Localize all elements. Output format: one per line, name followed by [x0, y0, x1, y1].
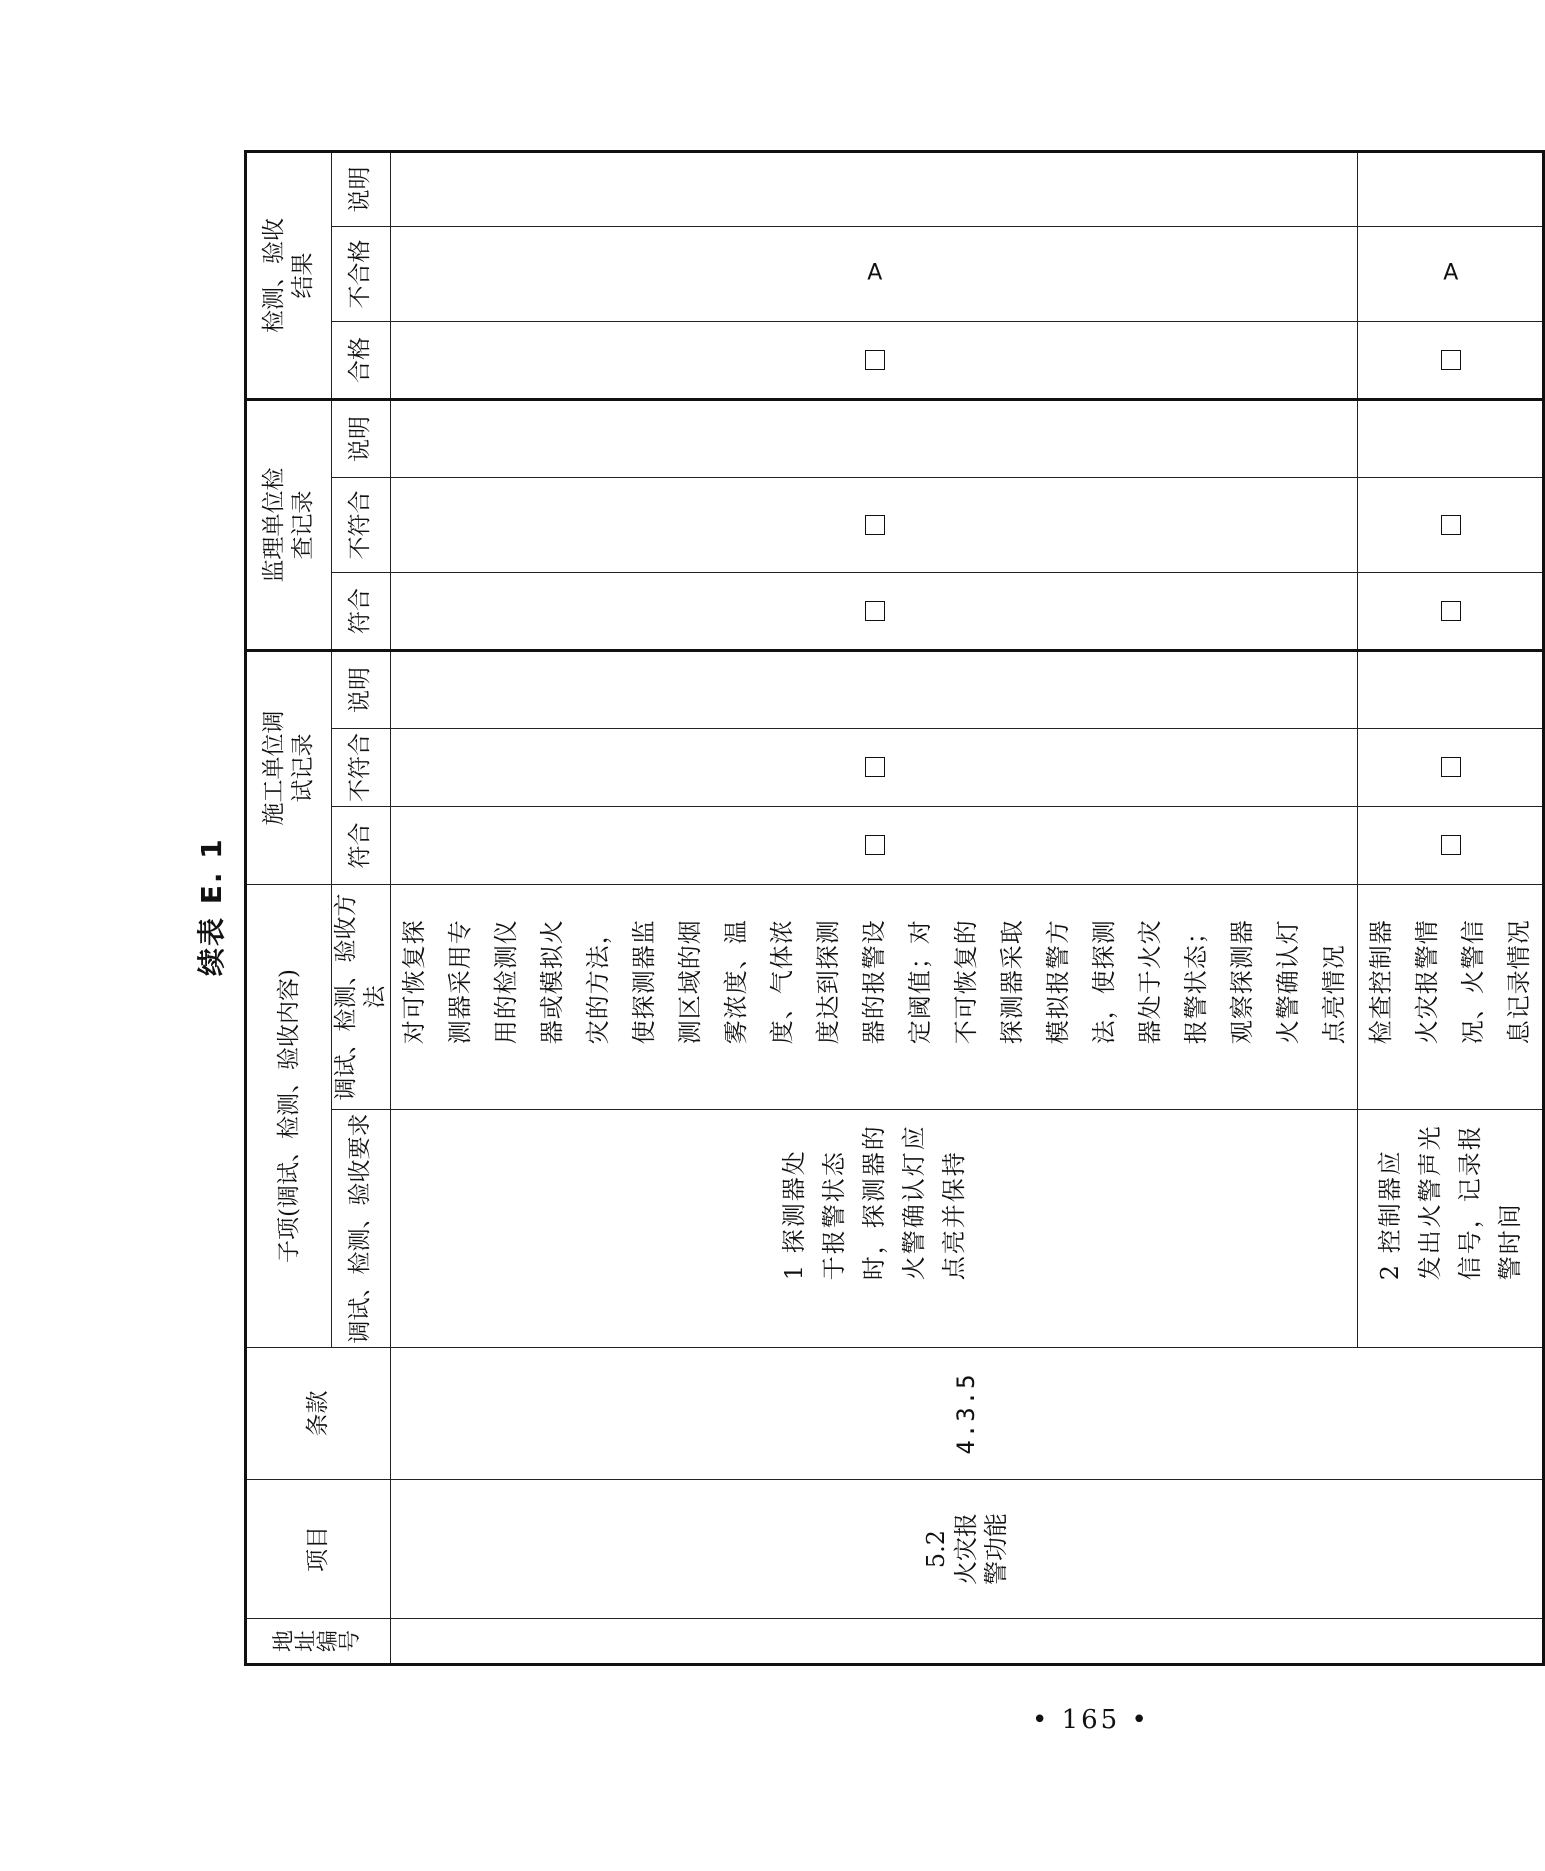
header-contractor: 施工单位调试记录 — [246, 650, 332, 884]
contractor-nonconform-checkbox[interactable] — [390, 728, 1357, 806]
header-method: 调试、检测、验收方法 — [332, 884, 391, 1109]
contractor-note-cell[interactable] — [390, 650, 1357, 728]
project-number: 5.2 — [922, 1529, 950, 1569]
supervisor-nonconform-checkbox[interactable] — [1357, 477, 1543, 572]
page-number: • 165 • — [1032, 1705, 1150, 1735]
supervisor-note-cell[interactable] — [390, 399, 1357, 477]
header-supervisor: 监理单位检查记录 — [246, 399, 332, 650]
method-cell: 检查控制器火灾报警情况、火警信息记录情况 — [1357, 884, 1543, 1109]
inspection-pass-checkbox[interactable] — [390, 321, 1357, 399]
inspection-pass-checkbox[interactable] — [1357, 321, 1543, 399]
rotated-table-area — [244, 166, 1533, 1666]
header-inspection: 检测、验收结果 — [246, 151, 332, 399]
requirement-cell: 2 控制器应发出火警声光信号，记录报警时间 — [1357, 1110, 1543, 1348]
header-supervisor-note: 说明 — [332, 399, 391, 477]
acceptance-record-table — [244, 150, 1545, 1666]
contractor-conform-checkbox[interactable] — [390, 806, 1357, 884]
supervisor-note-cell[interactable] — [1357, 399, 1543, 477]
header-requirement: 调试、检测、验收要求 — [332, 1110, 391, 1348]
address-code-cell — [390, 1619, 1543, 1665]
inspection-fail-mark[interactable]: A — [1357, 226, 1543, 321]
header-inspection-pass: 合格 — [332, 321, 391, 399]
header-supervisor-nonconform: 不符合 — [332, 477, 391, 572]
supervisor-conform-checkbox[interactable] — [390, 572, 1357, 650]
project-cell — [390, 1480, 1543, 1619]
table-row — [390, 151, 1357, 1664]
header-clause: 条款 — [246, 1348, 391, 1480]
contractor-note-cell[interactable] — [1357, 650, 1543, 728]
inspection-fail-mark[interactable]: A — [390, 226, 1357, 321]
header-project: 项目 — [246, 1480, 391, 1619]
header-address-code: 地址编号 — [246, 1619, 391, 1665]
header-contractor-nonconform: 不符合 — [332, 728, 391, 806]
requirement-cell: 1 探测器处于报警状态时，探测器的火警确认灯应点亮并保持 — [390, 1110, 1357, 1348]
supervisor-nonconform-checkbox[interactable] — [390, 477, 1357, 572]
header-supervisor-conform: 符合 — [332, 572, 391, 650]
inspection-note-cell[interactable] — [390, 151, 1357, 226]
header-contractor-conform: 符合 — [332, 806, 391, 884]
table-caption: 续表 E. 1 — [195, 837, 228, 976]
project-name: 火灾报警功能 — [952, 1513, 1010, 1585]
contractor-nonconform-checkbox[interactable] — [1357, 728, 1543, 806]
clause-cell: 4.3.5 — [390, 1348, 1543, 1480]
header-subitem: 子项(调试、检测、验收内容) — [246, 884, 332, 1347]
inspection-note-cell[interactable] — [1357, 151, 1543, 226]
header-inspection-note: 说明 — [332, 151, 391, 226]
header-inspection-fail: 不合格 — [332, 226, 391, 321]
header-contractor-note: 说明 — [332, 650, 391, 728]
method-cell: 对可恢复探测器采用专用的检测仪器或模拟火灾的方法，使探测器监测区域的烟雾浓度、温度、气体浓度达到探测器的报警设定阈值；对不可恢复的探测器采取模拟报警方法，使探测器处于火灾报警状态；观察探测器火警确认灯点亮情况 — [390, 884, 1357, 1109]
supervisor-conform-checkbox[interactable] — [1357, 572, 1543, 650]
contractor-conform-checkbox[interactable] — [1357, 806, 1543, 884]
